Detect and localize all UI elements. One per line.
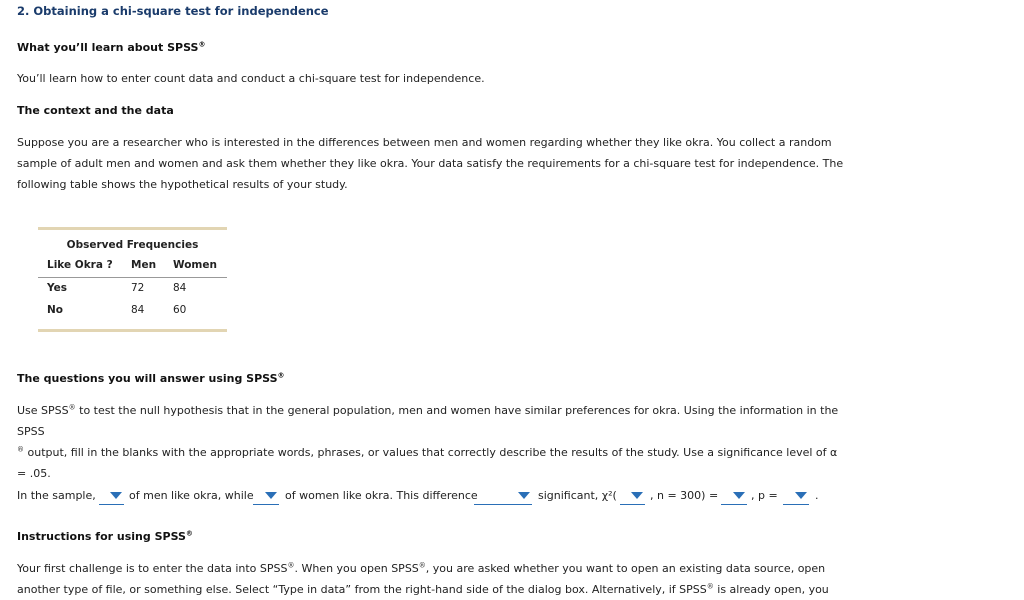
chevron-down-icon [733,492,745,499]
chevron-down-icon [795,492,807,499]
instructions-text: another type of file, or something else. Select “Type in data” from the right-hand side of the dialog box. Alternatively, if SPSS [17,583,707,596]
dropdown-degrees-of-freedom[interactable] [620,488,645,505]
questions-text: output, fill in the blanks with the appropriate words, phrases, or values that correctly describe the results of the study. Use a significance level of α [24,446,838,459]
observed-frequencies-table [38,227,227,332]
fill-text: significant, χ²( [538,489,617,502]
dropdown-significance[interactable] [474,488,532,505]
fill-text: , n = 300) = [650,489,719,502]
column-header: Like Okra ? [47,259,113,271]
registered-mark: ® [277,371,285,380]
cell-men: 72 [131,282,145,294]
questions-heading-text: The questions you will answer using SPSS [17,372,278,385]
dropdown-p-value[interactable] [783,488,809,505]
table-top-border [38,227,227,230]
fill-text: . [815,489,819,502]
chevron-down-icon [518,492,530,499]
page-title: 2. Obtaining a chi-square test for independence [17,4,329,18]
table-title: Observed Frequencies [66,239,199,251]
cell-women: 84 [173,282,187,294]
questions-line [17,400,857,442]
table-bottom-border [38,329,227,332]
questions-text: to test the null hypothesis that in the general population, men and women have similar preferences for okra. Using the information in the SPSS [17,404,839,438]
dropdown-men-proportion[interactable] [99,488,124,505]
row-label: No [47,304,64,316]
context-line: sample of adult men and women and ask them whether they like okra. Your data satisfy the requirements for a chi-square test for independence. The [17,157,844,170]
cell-women: 60 [173,304,187,316]
learn-heading [17,41,205,54]
registered-mark: ® [706,582,714,591]
registered-mark: ® [287,561,295,570]
dropdown-chi-square-value[interactable] [721,488,747,505]
fill-text: In the sample, [17,489,96,502]
context-paragraph [17,132,857,195]
instructions-heading-text: Instructions for using SPSS [17,530,186,543]
instructions-text: Your first challenge is to enter the data into SPSS [17,562,288,575]
chevron-down-icon [110,492,122,499]
questions-text: Use SPSS [17,404,69,417]
registered-mark: ® [198,40,206,49]
column-header: Men [131,259,157,271]
instructions-text: is already open, you [713,583,829,596]
questions-line [17,442,857,463]
fill-text: , p = [751,489,778,502]
learn-text: You’ll learn how to enter count data and conduct a chi-square test for independence. [17,72,485,85]
instructions-heading [17,530,193,543]
fill-text: of men like okra, while [129,489,254,502]
context-line: Suppose you are a researcher who is interested in the differences between men and women regarding whether they like okra. You collect a random [17,136,832,149]
registered-mark: ® [418,561,426,570]
chevron-down-icon [265,492,277,499]
column-header: Women [173,259,217,271]
cell-men: 84 [131,304,145,316]
fill-text: of women like okra. This difference [285,489,478,502]
instructions-text: , you are asked whether you want to open an existing data source, open [425,562,826,575]
dropdown-women-proportion[interactable] [253,488,279,505]
instructions-line [17,558,857,579]
table-row [38,300,227,322]
instructions-paragraph [17,558,857,600]
row-label: Yes [47,282,68,294]
questions-line: = .05. [17,467,51,480]
table-header-row [38,255,227,277]
registered-mark: ® [17,445,24,454]
table-row [38,278,227,300]
context-heading: The context and the data [17,104,174,117]
instructions-text: . When you open SPSS [294,562,419,575]
learn-heading-text: What you’ll learn about SPSS [17,41,199,54]
questions-paragraph [17,400,857,484]
registered-mark: ® [68,403,76,412]
registered-mark: ® [185,529,193,538]
instructions-line [17,579,857,600]
context-line: following table shows the hypothetical results of your study. [17,178,348,191]
questions-heading [17,372,285,385]
chevron-down-icon [631,492,643,499]
